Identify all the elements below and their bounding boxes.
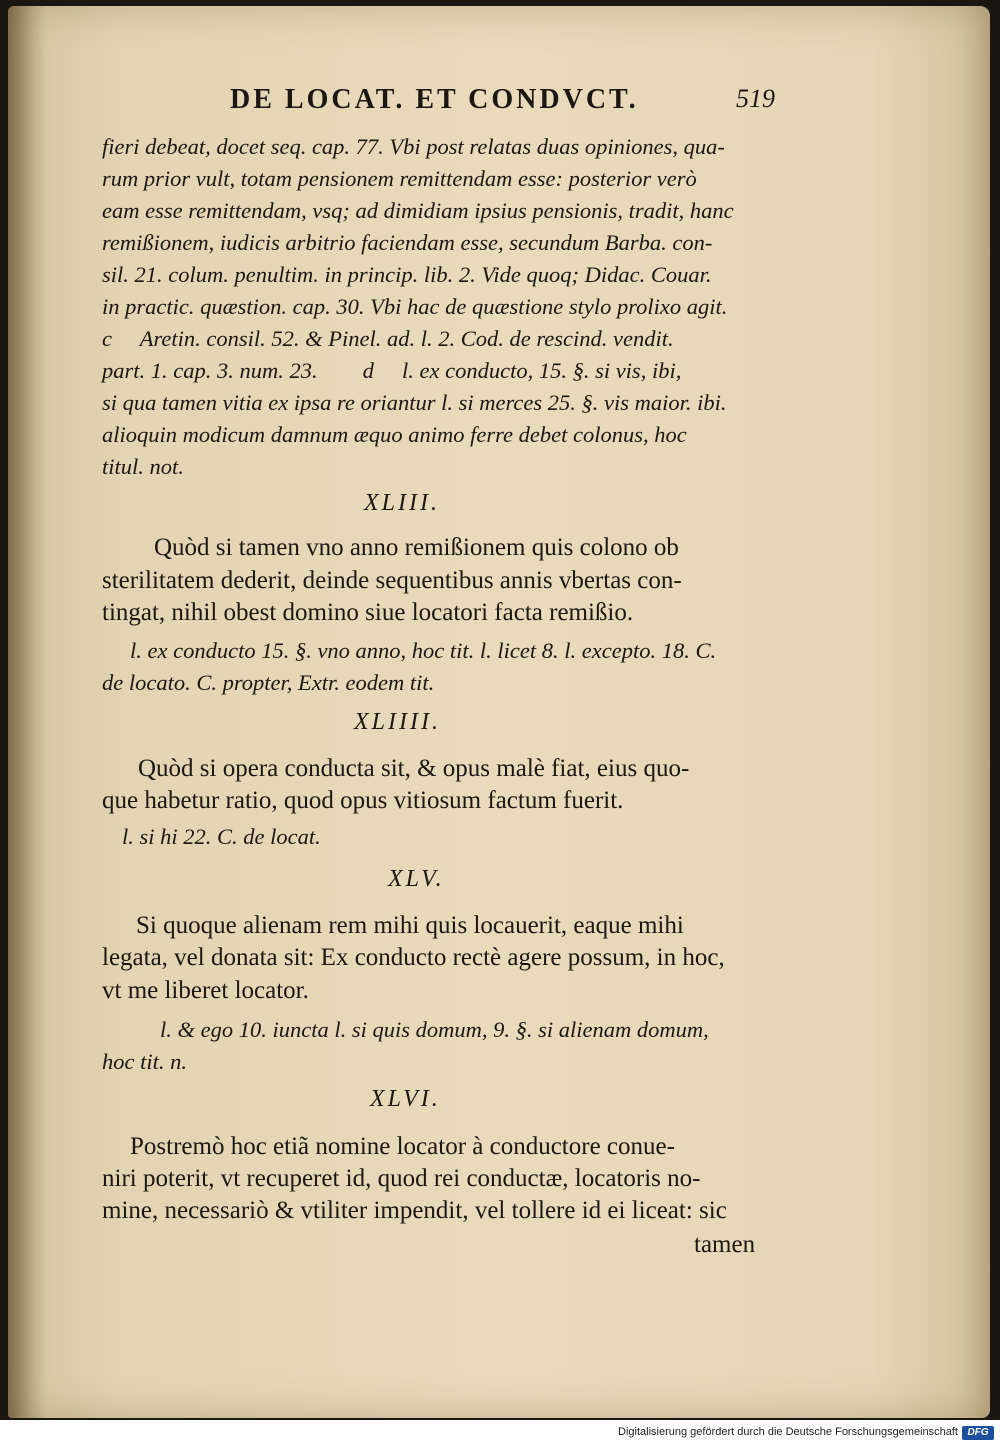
body-line: tingat, nihil obest domino siue locatori facta remißio. (102, 599, 634, 626)
body-line: Quòd si opera conducta sit, & opus malè fiat, eius quo- (138, 755, 690, 782)
note-line: l. & ego 10. iuncta l. si quis domum, 9. §. si alienam domum, (160, 1017, 709, 1042)
note-line: eam esse remittendam, vsq; ad dimidiam ipsius pensionis, tradit, hanc (102, 198, 734, 223)
note-line: titul. not. (102, 454, 184, 479)
note-line: c Aretin. consil. 52. & Pinel. ad. l. 2. Cod. de rescind. vendit. (102, 326, 674, 351)
note-line: sil. 21. colum. penultim. in princip. lib. 2. Vide quoq; Didac. Couar. (102, 262, 712, 287)
dfg-logo: DFG (962, 1426, 994, 1440)
note-line: alioquin modicum damnum æquo animo ferre debet colonus, hoc (102, 422, 687, 447)
page-number: 519 (736, 84, 775, 113)
note-line: in practic. quæstion. cap. 30. Vbi hac de quæstione stylo prolixo agit. (102, 294, 728, 319)
body-line: Si quoque alienam rem mihi quis locauerit, eaque mihi (136, 912, 684, 939)
body-line: sterilitatem dederit, deinde sequentibus annis vbertas con- (102, 567, 682, 594)
funding-credit: Digitalisierung gefördert durch die Deutsche Forschungsgemeinschaft (618, 1426, 958, 1438)
section-heading: XLIIII. (354, 709, 441, 735)
note-line: si qua tamen vitia ex ipsa re oriantur l. si merces 25. §. vis maior. ibi. (102, 390, 727, 415)
body-line: niri poterit, vt recuperet id, quod rei conductæ, locatoris no- (102, 1165, 701, 1192)
body-line: vt me liberet locator. (102, 977, 309, 1004)
note-line: remißionem, iudicis arbitrio faciendam esse, secundum Barba. con- (102, 230, 713, 255)
body-line: que habetur ratio, quod opus vitiosum factum fuerit. (102, 787, 624, 814)
body-line: Quòd si tamen vno anno remißionem quis colono ob (154, 534, 679, 561)
body-line: Postremò hoc etiã nomine locator à conductore conue- (130, 1133, 675, 1160)
section-heading: XLVI. (370, 1086, 441, 1112)
section-heading: XLV. (388, 866, 445, 892)
catchword: tamen (694, 1231, 756, 1258)
note-line: hoc tit. n. (102, 1049, 187, 1074)
body-line: legata, vel donata sit: Ex conducto rectè agere possum, in hoc, (102, 944, 725, 971)
section-heading: XLIII. (364, 490, 440, 516)
note-line: de locato. C. propter, Extr. eodem tit. (102, 670, 435, 695)
note-line: part. 1. cap. 3. num. 23. d l. ex conducto, 15. §. si vis, ibi, (102, 358, 682, 383)
book-page (8, 6, 990, 1418)
page-header (8, 84, 990, 124)
note-line: l. ex conducto 15. §. vno anno, hoc tit. l. licet 8. l. excepto. 18. C. (130, 638, 717, 663)
page-content (8, 6, 990, 1418)
note-line: l. si hi 22. C. de locat. (122, 824, 321, 849)
note-line: rum prior vult, totam pensionem remittendam esse: posterior verò (102, 166, 697, 191)
body-line: mine, necessariò & vtiliter impendit, vel tollere id ei liceat: sic (102, 1197, 727, 1224)
running-head: DE LOCAT. ET CONDVCT. (230, 84, 639, 115)
note-line: fieri debeat, docet seq. cap. 77. Vbi post relatas duas opiniones, qua- (102, 134, 725, 159)
digitization-footer (0, 1424, 1000, 1444)
